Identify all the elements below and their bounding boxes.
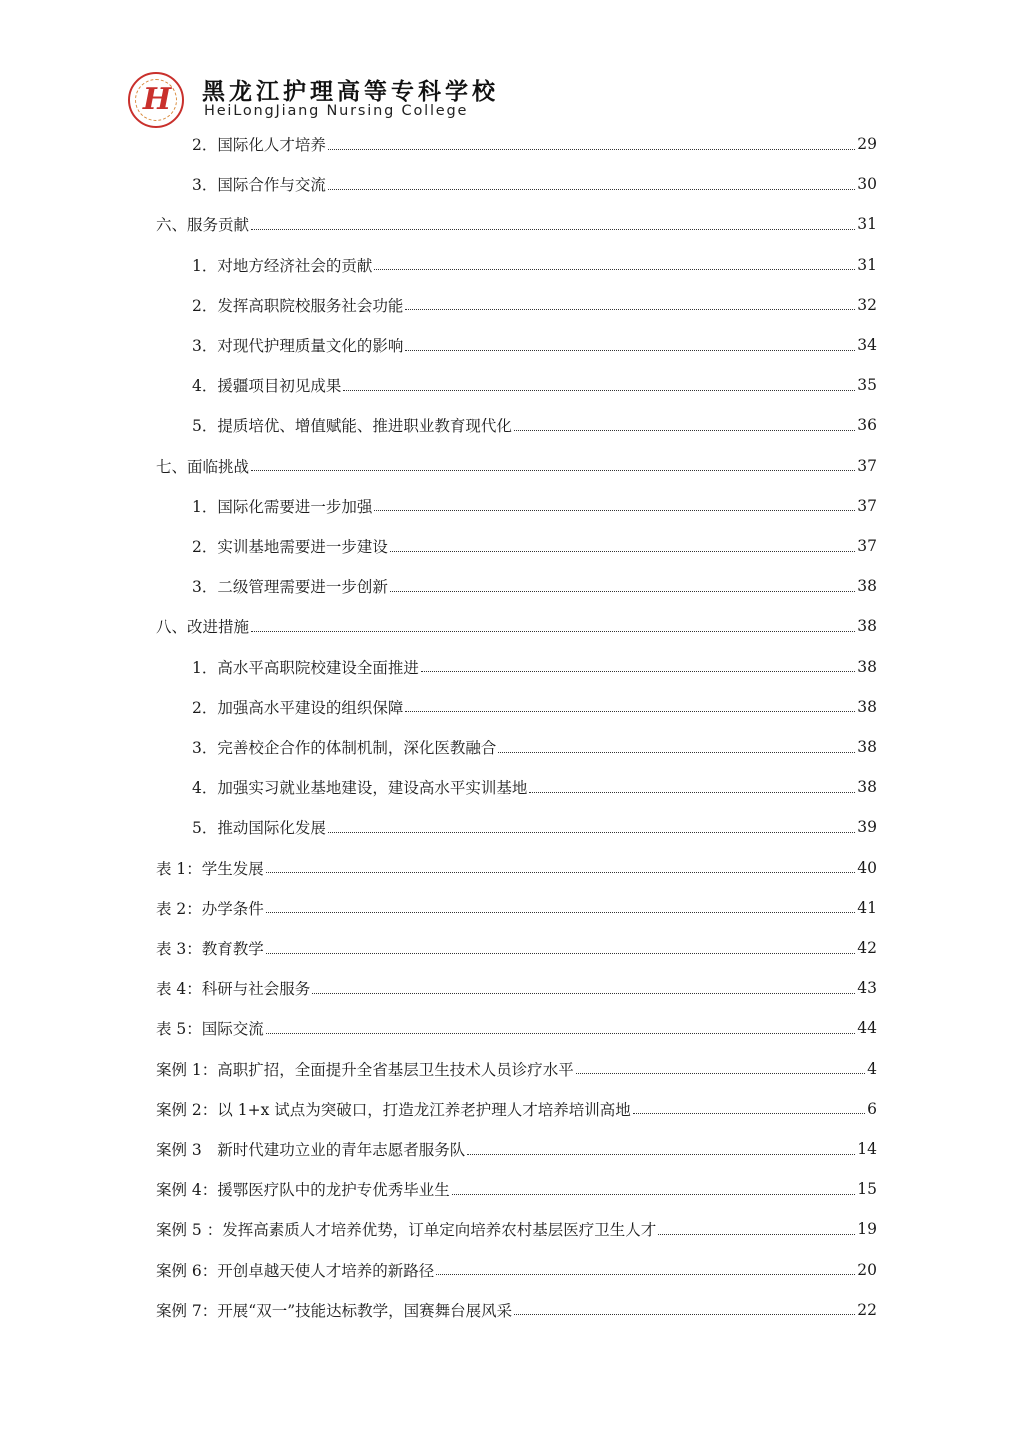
toc-entry[interactable] — [156, 1209, 877, 1249]
toc-page-number: 38 — [857, 778, 877, 797]
toc-subentry[interactable] — [192, 767, 877, 807]
toc-dot-leader — [266, 1033, 855, 1034]
toc-page-number: 22 — [857, 1300, 877, 1319]
toc-dot-leader — [633, 1113, 865, 1114]
toc-dot-leader — [529, 792, 855, 793]
toc-dot-leader — [328, 832, 855, 833]
toc-entry-title: 表 2：办学条件 — [156, 899, 264, 918]
toc-dot-leader — [251, 229, 855, 230]
toc-dot-leader — [390, 551, 855, 552]
toc-entry-title: 2．实训基地需要进一步建设 — [192, 538, 388, 556]
toc-dot-leader — [436, 1274, 855, 1275]
toc-page-number: 20 — [857, 1260, 877, 1279]
toc-entry[interactable] — [156, 1290, 877, 1330]
toc-entry[interactable] — [156, 1129, 877, 1169]
toc-subentry[interactable] — [192, 566, 877, 606]
toc-page-number: 43 — [857, 979, 877, 998]
toc-subentry[interactable] — [192, 245, 877, 285]
toc-entry[interactable] — [156, 1169, 877, 1209]
toc-entry-title: 3．对现代护理质量文化的影响 — [192, 337, 404, 355]
toc-subentry[interactable] — [192, 124, 877, 164]
toc-entry-title: 表 3：教育教学 — [156, 940, 264, 958]
toc-entry-title: 5．推动国际化发展 — [192, 819, 326, 838]
toc-subentry[interactable] — [192, 164, 877, 204]
school-name-cn: 黑龙江护理高等专科学校 — [202, 78, 499, 105]
toc-page-number: 31 — [857, 255, 877, 274]
toc-page-number: 38 — [857, 738, 877, 756]
toc-dot-leader — [266, 872, 855, 873]
toc-subentry[interactable] — [192, 486, 877, 526]
toc-page-number: 38 — [857, 657, 877, 676]
toc-entry-title: 3．国际合作与交流 — [192, 176, 326, 195]
toc-entry-title: 2．发挥高职院校服务社会功能 — [192, 296, 404, 315]
toc-dot-leader — [251, 470, 855, 471]
toc-entry-title: 2．加强高水平建设的组织保障 — [192, 698, 404, 717]
toc-dot-leader — [514, 1314, 855, 1315]
toc-entry-title: 1．对地方经济社会的贡献 — [192, 256, 373, 275]
toc-page-number: 37 — [857, 456, 877, 475]
toc-entry-title: 案例 4：援鄂医疗队中的龙护专优秀毕业生 — [156, 1181, 450, 1200]
toc-entry-title: 案例 7：开展“双一”技能达标教学，国赛舞台展风采 — [156, 1301, 513, 1320]
toc-dot-leader — [452, 1194, 855, 1195]
toc-page-number: 15 — [857, 1180, 877, 1199]
toc-dot-leader — [266, 912, 855, 913]
toc-entry-title: 表 5：国际交流 — [156, 1020, 264, 1039]
toc-page-number: 35 — [857, 376, 877, 395]
toc-page-number: 44 — [857, 1019, 877, 1038]
toc-dot-leader — [251, 631, 855, 632]
toc-entry[interactable] — [156, 1089, 877, 1129]
toc-dot-leader — [498, 752, 855, 753]
toc-entry[interactable] — [156, 1250, 877, 1290]
toc-page-number: 39 — [857, 818, 877, 837]
toc-entry-title: 表 4：科研与社会服务 — [156, 980, 311, 999]
toc-dot-leader — [658, 1234, 855, 1235]
toc-subentry[interactable] — [192, 526, 877, 566]
toc-entry[interactable] — [156, 968, 877, 1008]
toc-entry[interactable] — [156, 606, 877, 646]
toc-page-number: 40 — [857, 858, 877, 877]
toc-page-number: 36 — [857, 416, 877, 435]
toc-subentry[interactable] — [192, 405, 877, 445]
toc-subentry[interactable] — [192, 647, 877, 687]
toc-entry[interactable] — [156, 928, 877, 968]
toc-entry[interactable] — [156, 888, 877, 928]
college-emblem-icon — [128, 72, 184, 128]
toc-page-number: 38 — [857, 697, 877, 716]
toc-entry-title: 八、改进措施 — [156, 618, 250, 637]
toc-dot-leader — [405, 309, 855, 310]
toc-subentry[interactable] — [192, 727, 877, 767]
toc-page-number: 30 — [857, 175, 877, 194]
toc-entry-title: 3．二级管理需要进一步创新 — [192, 578, 388, 597]
toc-entry-title: 案例 5 ：发挥高素质人才培养优势，订单定向培养农村基层医疗卫生人才 — [156, 1221, 657, 1240]
toc-dot-leader — [312, 993, 855, 994]
toc-subentry[interactable] — [192, 325, 877, 365]
toc-entry-title: 案例 3 新时代建功立业的青年志愿者服务队 — [156, 1141, 466, 1159]
toc-entry-title: 5．提质培优、增值赋能、推进职业教育现代化 — [192, 417, 512, 436]
toc-entry[interactable] — [156, 204, 877, 244]
toc-entry[interactable] — [156, 446, 877, 486]
toc-entry-title: 4．加强实习就业基地建设，建设高水平实训基地 — [192, 779, 528, 798]
toc-entry-title: 案例 2：以 1+x 试点为突破口，打造龙江养老护理人才培养培训高地 — [156, 1100, 631, 1119]
toc-dot-leader — [421, 671, 855, 672]
toc-page-number: 14 — [857, 1140, 877, 1158]
toc-page-number: 37 — [857, 496, 877, 515]
toc-page-number: 34 — [857, 336, 877, 354]
toc-subentry[interactable] — [192, 687, 877, 727]
toc-entry-title: 案例 1：高职扩招，全面提升全省基层卫生技术人员诊疗水平 — [156, 1060, 574, 1079]
toc-page-number: 38 — [857, 617, 877, 636]
toc-entry-title: 4．援疆项目初见成果 — [192, 377, 342, 396]
toc-entry-title: 1．高水平高职院校建设全面推进 — [192, 658, 419, 677]
toc-dot-leader — [390, 591, 855, 592]
toc-entry-title: 1．国际化需要进一步加强 — [192, 497, 373, 516]
toc-page-number: 32 — [857, 295, 877, 314]
toc-subentry[interactable] — [192, 807, 877, 847]
toc-dot-leader — [467, 1154, 855, 1155]
toc-dot-leader — [266, 953, 855, 954]
toc-subentry[interactable] — [192, 365, 877, 405]
toc-page-number: 42 — [857, 939, 877, 957]
toc-entry-title: 六、服务贡献 — [156, 216, 250, 235]
toc-page-number: 29 — [857, 135, 877, 153]
toc-page-number: 4 — [867, 1059, 877, 1078]
toc-dot-leader — [374, 510, 855, 511]
toc-dot-leader — [576, 1073, 865, 1074]
toc-page-number: 37 — [857, 537, 877, 555]
toc-page-number: 31 — [857, 215, 877, 234]
toc-dot-leader — [374, 269, 855, 270]
toc-entry-title: 表 1：学生发展 — [156, 859, 264, 878]
toc-dot-leader — [405, 350, 855, 351]
school-name-en: HeiLongJiang Nursing College — [204, 103, 469, 119]
toc-page-number: 41 — [857, 898, 877, 917]
toc-entry[interactable] — [156, 1008, 877, 1048]
toc-entry-title: 案例 6：开创卓越天使人才培养的新路径 — [156, 1261, 435, 1280]
toc-page-number: 19 — [857, 1220, 877, 1239]
toc-entry-title: 七、面临挑战 — [156, 457, 250, 476]
toc-dot-leader — [405, 711, 855, 712]
toc-dot-leader — [343, 390, 855, 391]
toc-subentry[interactable] — [192, 285, 877, 325]
toc-entry[interactable] — [156, 848, 877, 888]
toc-dot-leader — [328, 189, 855, 190]
toc-page-number: 6 — [867, 1099, 877, 1118]
toc-dot-leader — [514, 430, 855, 431]
emblem-monogram: H — [142, 82, 170, 117]
toc-entry-title: 3．完善校企合作的体制机制，深化医教融合 — [192, 739, 497, 757]
toc-dot-leader — [328, 149, 855, 150]
toc-entry-title: 2．国际化人才培养 — [192, 136, 326, 154]
toc-page-number: 38 — [857, 577, 877, 596]
toc-entry[interactable] — [156, 1049, 877, 1089]
